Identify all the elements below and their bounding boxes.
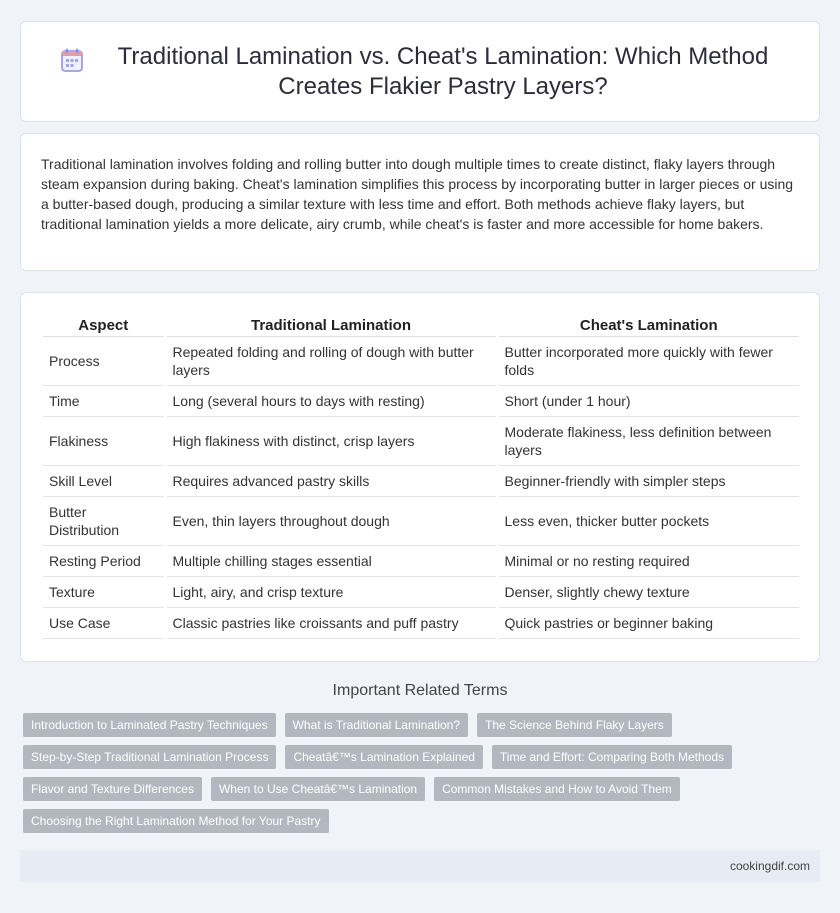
- cell-traditional: Requires advanced pastry skills: [165, 466, 497, 497]
- comparison-table: [43, 313, 799, 639]
- table-row: [43, 386, 799, 417]
- related-term-tag[interactable]: When to Use Cheatâ€™s Lamination: [211, 777, 425, 801]
- cell-cheats: Minimal or no resting required: [497, 546, 799, 577]
- table-header-row: [43, 313, 799, 337]
- cell-aspect: Use Case: [43, 608, 165, 639]
- intro-card: [20, 133, 820, 271]
- cell-traditional: Even, thin layers throughout dough: [165, 497, 497, 546]
- cell-cheats: Butter incorporated more quickly with fewer folds: [497, 337, 799, 386]
- footer: [20, 850, 820, 882]
- table-row: [43, 546, 799, 577]
- table-row: [43, 577, 799, 608]
- cell-cheats: Denser, slightly chewy texture: [497, 577, 799, 608]
- cell-aspect: Process: [43, 337, 165, 386]
- cell-cheats: Less even, thicker butter pockets: [497, 497, 799, 546]
- related-term-tag[interactable]: Common Mistakes and How to Avoid Them: [434, 777, 680, 801]
- header-traditional: Traditional Lamination: [165, 313, 497, 337]
- comparison-card: [20, 292, 820, 662]
- related-term-tag[interactable]: What is Traditional Lamination?: [285, 713, 468, 737]
- cell-traditional: Light, airy, and crisp texture: [165, 577, 497, 608]
- cell-traditional: High flakiness with distinct, crisp layers: [165, 417, 497, 466]
- cell-cheats: Beginner-friendly with simpler steps: [497, 466, 799, 497]
- related-term-tag[interactable]: Flavor and Texture Differences: [23, 777, 202, 801]
- cell-cheats: Quick pastries or beginner baking: [497, 608, 799, 639]
- cell-aspect: Skill Level: [43, 466, 165, 497]
- cell-cheats: Short (under 1 hour): [497, 386, 799, 417]
- cell-aspect: Resting Period: [43, 546, 165, 577]
- related-term-tag[interactable]: Introduction to Laminated Pastry Techniques: [23, 713, 276, 737]
- cell-aspect: Texture: [43, 577, 165, 608]
- table-body: [43, 337, 799, 639]
- cell-traditional: Long (several hours to days with resting): [165, 386, 497, 417]
- table-row: [43, 337, 799, 386]
- related-term-tag[interactable]: Cheatâ€™s Lamination Explained: [285, 745, 482, 769]
- page-title: Traditional Lamination vs. Cheat's Lamination: Which Method Creates Flakier Pastry Layers?: [117, 42, 769, 100]
- table-row: [43, 417, 799, 466]
- cell-traditional: Repeated folding and rolling of dough with butter layers: [165, 337, 497, 386]
- title-wrap: [61, 42, 779, 102]
- cell-aspect: Flakiness: [43, 417, 165, 466]
- header-aspect: Aspect: [43, 313, 165, 337]
- cell-aspect: Time: [43, 386, 165, 417]
- intro-paragraph: Traditional lamination involves folding and rolling butter into dough multiple times to create distinct, flaky layers through steam expansion during baking. Cheat's lamination simplifies this process by incorporating butter in larger pieces or using a butter-based dough, producing a similar texture with less time and effort. Both methods achieve flaky layers, but traditional lamination yields a more delicate, airy crumb, while cheat's is faster and more accessible for home bakers.: [41, 156, 794, 232]
- cell-traditional: Classic pastries like croissants and puff pastry: [165, 608, 497, 639]
- calendar-icon: [61, 48, 83, 72]
- header-cheats: Cheat's Lamination: [497, 313, 799, 337]
- related-term-tag[interactable]: Step-by-Step Traditional Lamination Process: [23, 745, 276, 769]
- related-terms-list: [23, 713, 823, 841]
- cell-aspect: Butter Distribution: [43, 497, 165, 546]
- table-row: [43, 608, 799, 639]
- cell-traditional: Multiple chilling stages essential: [165, 546, 497, 577]
- related-terms-title: Important Related Terms: [332, 682, 508, 699]
- cell-cheats: Moderate flakiness, less definition between layers: [497, 417, 799, 466]
- title-card: [20, 21, 820, 122]
- footer-site: cookingdif.com: [729, 859, 810, 873]
- related-term-tag[interactable]: The Science Behind Flaky Layers: [477, 713, 672, 737]
- table-row: [43, 466, 799, 497]
- related-term-tag[interactable]: Time and Effort: Comparing Both Methods: [492, 745, 732, 769]
- table-row: [43, 497, 799, 546]
- related-term-tag[interactable]: Choosing the Right Lamination Method for Your Pastry: [23, 809, 329, 833]
